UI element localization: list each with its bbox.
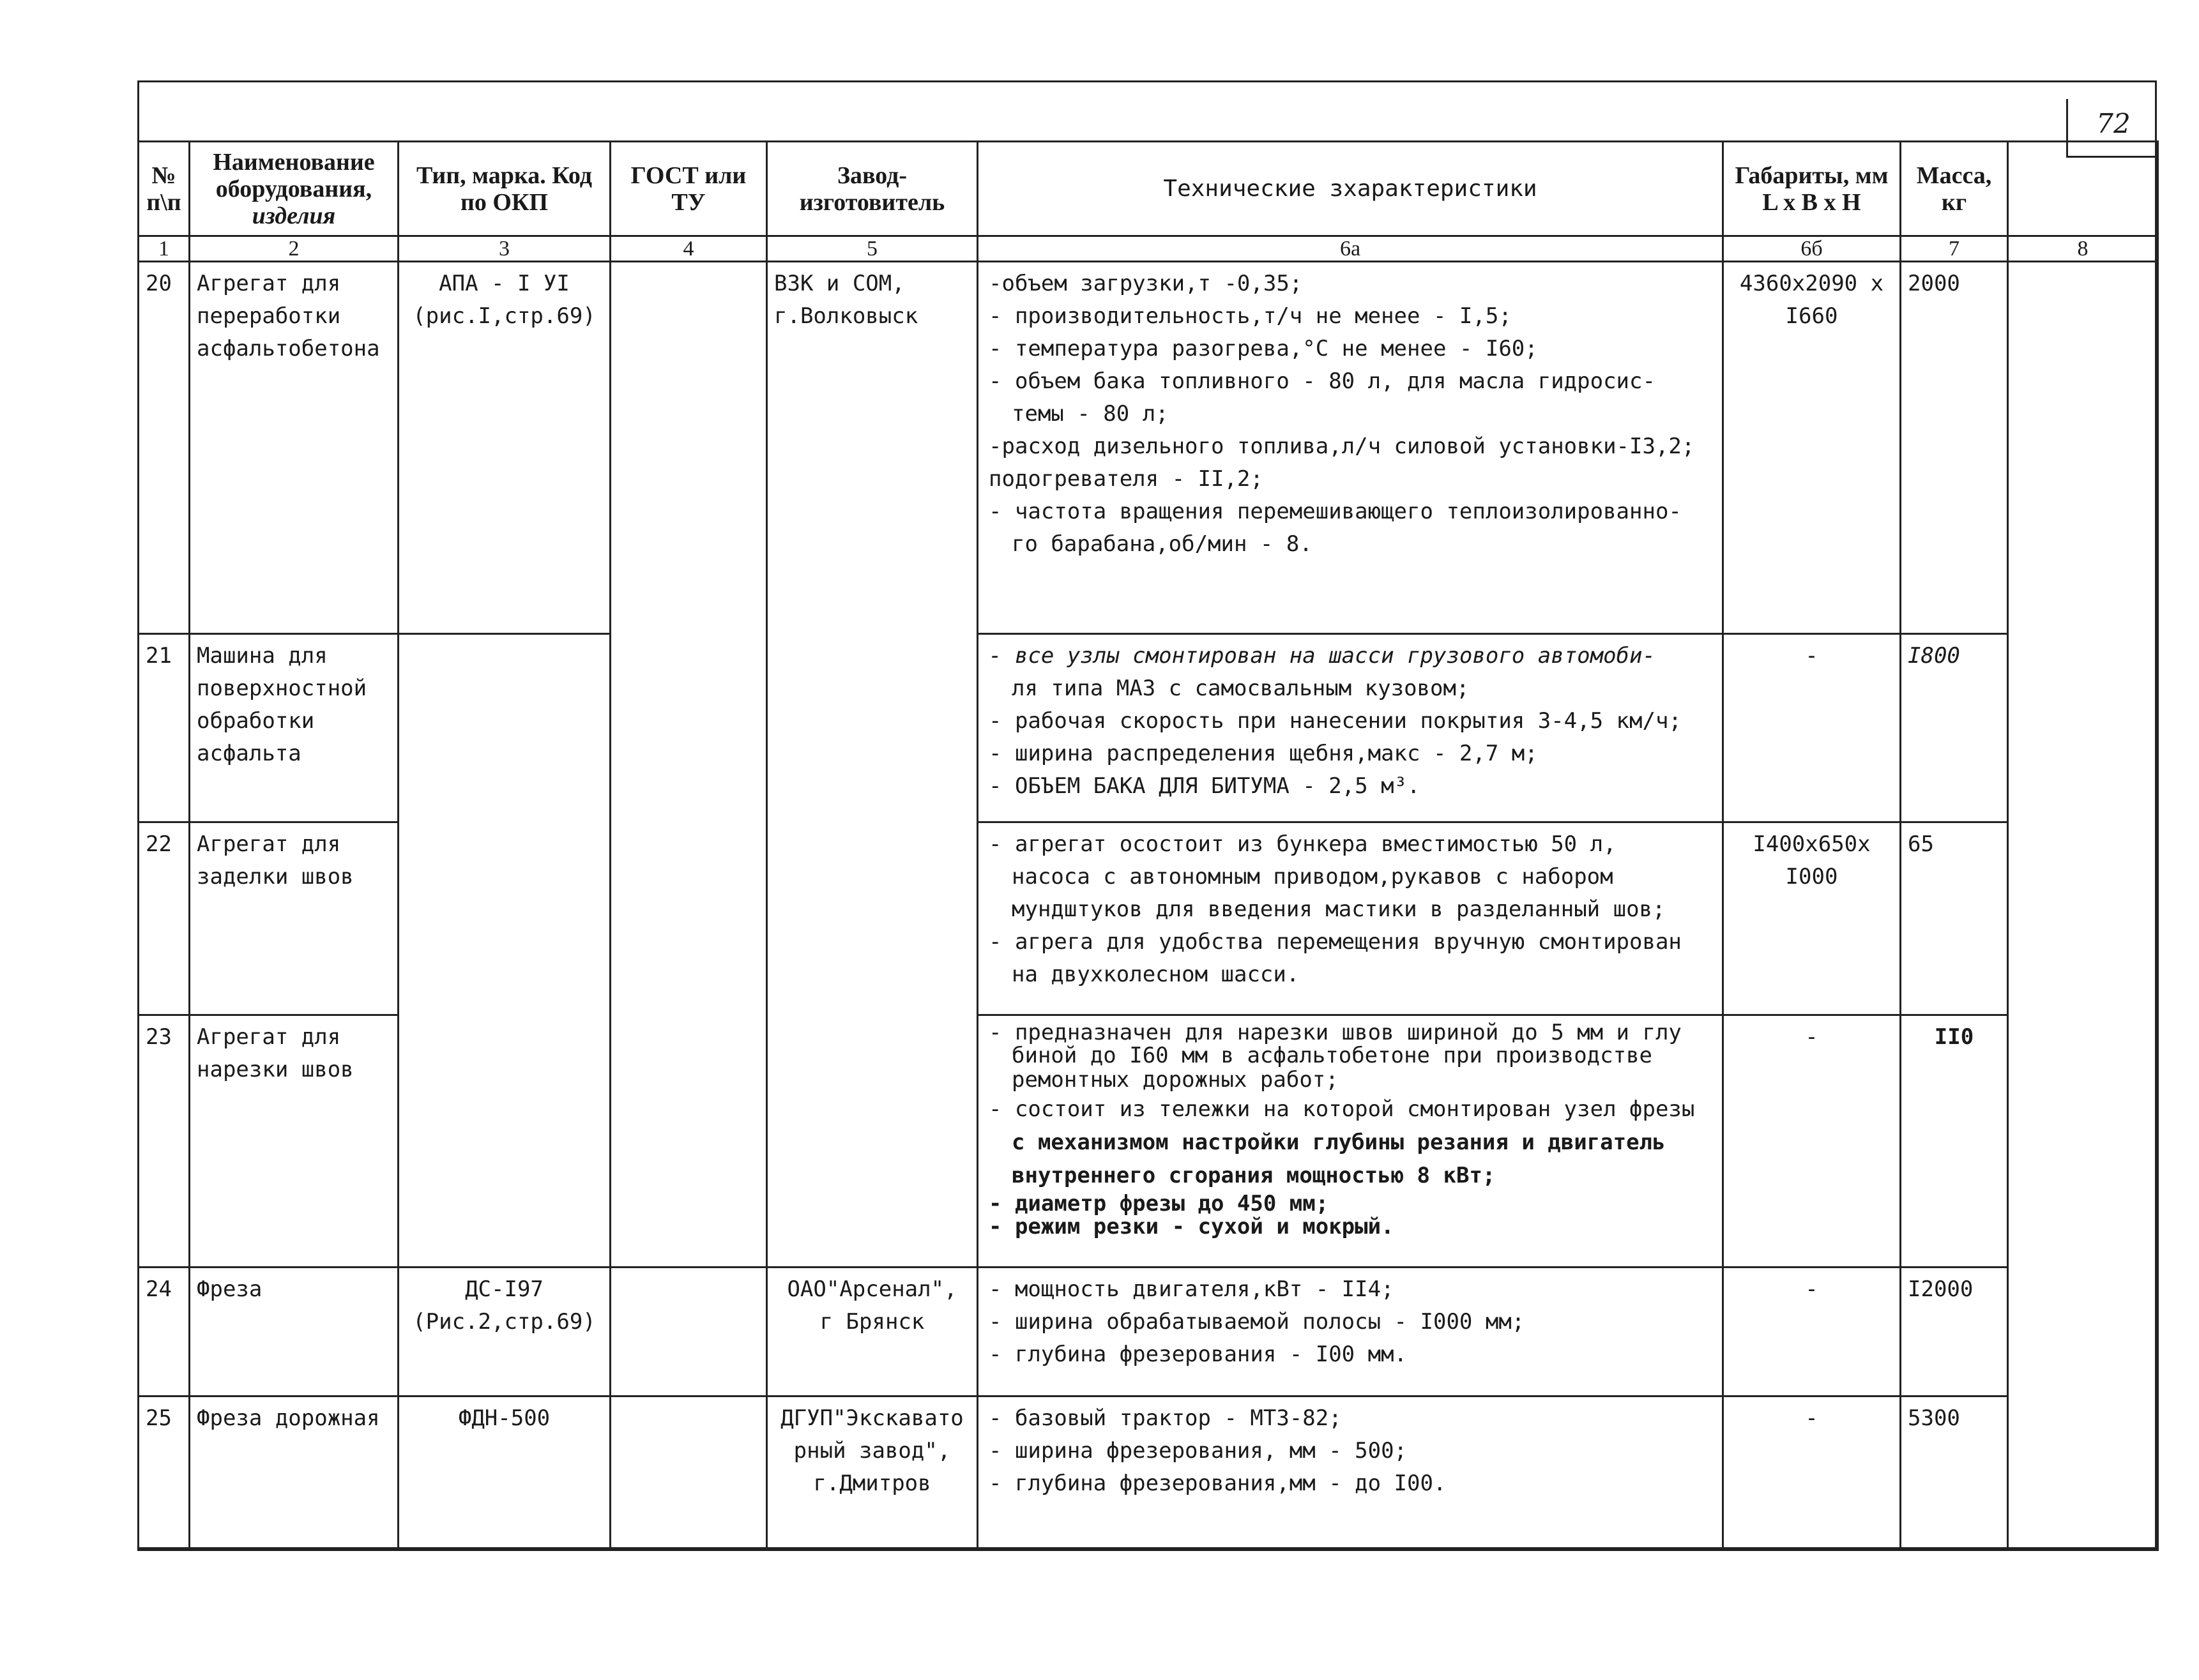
row-characteristics — [978, 1396, 1723, 1550]
char-line: на двухколесном шасси. — [1012, 962, 1300, 987]
row-name: Агрегат для заделки швов — [190, 822, 399, 1015]
row-name: Агрегат для переработки асфальтобетона — [190, 262, 399, 634]
row-extra — [2008, 262, 2158, 1550]
row-dimensions: I400x650x I000 — [1723, 822, 1901, 1015]
char-line: насоса с автономным приводом,рукавов с набором — [1012, 864, 1613, 889]
equipment-table — [137, 140, 2159, 1551]
row-name: Фреза дорожная — [190, 1396, 399, 1550]
row-number: 24 — [139, 1268, 190, 1396]
char-line: - глубина фрезерования,мм - до I00. — [989, 1471, 1447, 1496]
char-line: -расход дизельного топлива,л/ч силовой установки-I3,2; — [989, 434, 1695, 459]
row-mass: 2000 — [1901, 262, 2008, 634]
header-dims-line2: L x B x H — [1762, 188, 1861, 216]
col-number: 8 — [2008, 236, 2158, 262]
table-row — [139, 1396, 2158, 1550]
table-row — [139, 262, 2158, 634]
row-number: 23 — [139, 1015, 190, 1268]
char-line: -объем загрузки,т -0,35; — [989, 271, 1303, 296]
char-line: - ширина распределения щебня,макс - 2,7 м; — [989, 741, 1538, 766]
row-characteristics — [978, 1015, 1723, 1268]
header-extra — [2008, 142, 2158, 236]
row-name: Фреза — [190, 1268, 399, 1396]
char-line: го барабана,об/мин - 8. — [1012, 531, 1313, 557]
col-number: 7 — [1901, 236, 2008, 262]
char-line: - состоит из тележки на которой смонтирован узел фрезы — [989, 1096, 1695, 1122]
char-line: - предназначен для нарезки швов шириной до 5 мм и глу — [989, 1020, 1682, 1045]
char-line: - режим резки - сухой и мокрый. — [989, 1214, 1394, 1239]
row-maker: ОАО"Арсенал", г Брянск — [767, 1268, 978, 1396]
row-maker: ДГУП"Экскаваторный завод", г.Дмитров — [767, 1396, 978, 1550]
row-maker: ВЗК и СОМ, г.Волковыск — [767, 262, 978, 1268]
col-number: 1 — [139, 236, 190, 262]
char-line: - производительность,т/ч не менее - I,5; — [989, 303, 1512, 329]
char-line: темы - 80 л; — [1012, 401, 1169, 427]
row-name: Агрегат для нарезки швов — [190, 1015, 399, 1268]
char-line: - температура разогрева,°С не менее - I60; — [989, 336, 1538, 361]
char-line: - объем бака топливного - 80 л, для масла гидросис- — [989, 368, 1655, 394]
row-mass: I2000 — [1901, 1268, 2008, 1396]
row-characteristics — [978, 1268, 1723, 1396]
header-maker: Завод-изготовитель — [767, 142, 978, 236]
char-line: с механизмом настройки глубины резания и двигатель — [1012, 1130, 1666, 1155]
header-mass: Масса, кг — [1901, 142, 2008, 236]
char-line: - ширина обрабатываемой полосы - I000 мм; — [989, 1309, 1525, 1335]
header-characteristics: Технические зхарактеристики — [978, 142, 1723, 236]
row-dimensions: - — [1723, 1268, 1901, 1396]
char-line: - глубина фрезерования - I00 мм. — [989, 1342, 1408, 1367]
row-gost — [611, 262, 767, 1268]
header-dimensions — [1723, 142, 1901, 236]
row-gost — [611, 1396, 767, 1550]
row-name: Машина для поверхностной обработки асфальта — [190, 634, 399, 822]
table-row — [139, 634, 2158, 822]
row-mass: II0 — [1901, 1015, 2008, 1268]
header-gost: ГОСТ или ТУ — [611, 142, 767, 236]
char-line: внутреннего сгорания мощностью 8 кВт; — [1012, 1163, 1496, 1188]
row-mass: 65 — [1901, 822, 2008, 1015]
char-line: мундштуков для введения мастики в разделанный шов; — [1012, 897, 1666, 922]
col-number: 4 — [611, 236, 767, 262]
char-line: - ОБЪЕМ БАКА ДЛЯ БИТУМА - 2,5 м³. — [989, 773, 1420, 799]
page-number: 72 — [2096, 108, 2131, 139]
row-characteristics — [978, 634, 1723, 822]
row-type: ДС-I97 (Рис.2,стр.69) — [399, 1268, 611, 1396]
row-number: 25 — [139, 1396, 190, 1550]
row-dimensions: - — [1723, 1015, 1901, 1268]
row-mass: I800 — [1901, 634, 2008, 822]
row-number: 21 — [139, 634, 190, 822]
col-number: 6а — [978, 236, 1723, 262]
column-numbers-row — [139, 236, 2158, 262]
row-dimensions: - — [1723, 634, 1901, 822]
header-row — [139, 142, 2158, 236]
header-name-line2: изделия — [252, 202, 336, 229]
row-type: ФДН-500 — [399, 1396, 611, 1550]
header-name — [190, 142, 399, 236]
row-characteristics — [978, 822, 1723, 1015]
char-line: подогревателя - II,2; — [989, 466, 1263, 492]
row-dimensions: - — [1723, 1396, 1901, 1550]
char-line: - ширина фрезерования, мм - 500; — [989, 1438, 1408, 1464]
char-line: - рабочая скорость при нанесении покрытия 3-4,5 км/ч; — [989, 708, 1682, 734]
char-line: - диаметр фрезы до 450 мм; — [989, 1191, 1329, 1216]
char-line: ремонтных дорожных работ; — [1012, 1067, 1339, 1093]
col-number: 3 — [399, 236, 611, 262]
row-mass: 5300 — [1901, 1396, 2008, 1550]
row-number: 22 — [139, 822, 190, 1015]
row-type — [399, 634, 611, 1268]
row-dimensions: 4360x2090 x I660 — [1723, 262, 1901, 634]
char-line: биной до I60 мм в асфальтобетоне при производстве — [1012, 1043, 1653, 1068]
row-characteristics — [978, 262, 1723, 634]
col-number: 2 — [190, 236, 399, 262]
header-type: Тип, марка. Код по ОКП — [399, 142, 611, 236]
char-line: - агрегат осостоит из бункера вместимостью 50 л, — [989, 831, 1617, 857]
header-name-line1: Наименование оборудования, — [213, 148, 375, 202]
char-line: - частота вращения перемешивающего теплоизолированно- — [989, 499, 1682, 524]
row-type: АПА - I УI (рис.I,стр.69) — [399, 262, 611, 634]
header-num: № п\п — [139, 142, 190, 236]
col-number: 5 — [767, 236, 978, 262]
row-number: 20 — [139, 262, 190, 634]
char-line: ля типа МАЗ с самосвальным кузовом; — [1012, 676, 1470, 701]
row-gost — [611, 1268, 767, 1396]
char-line: - агрега для удобства перемещения вручную смонтирован — [989, 929, 1682, 955]
table-row — [139, 1268, 2158, 1396]
char-line: - базовый трактор - МТЗ-82; — [989, 1405, 1342, 1431]
char-line: - мощность двигателя,кВт - II4; — [989, 1276, 1394, 1302]
col-number: 6б — [1723, 236, 1901, 262]
char-line: - все узлы смонтирован на шасси грузового автомоби- — [989, 643, 1655, 669]
header-dims-line1: Габариты, мм — [1735, 162, 1889, 189]
